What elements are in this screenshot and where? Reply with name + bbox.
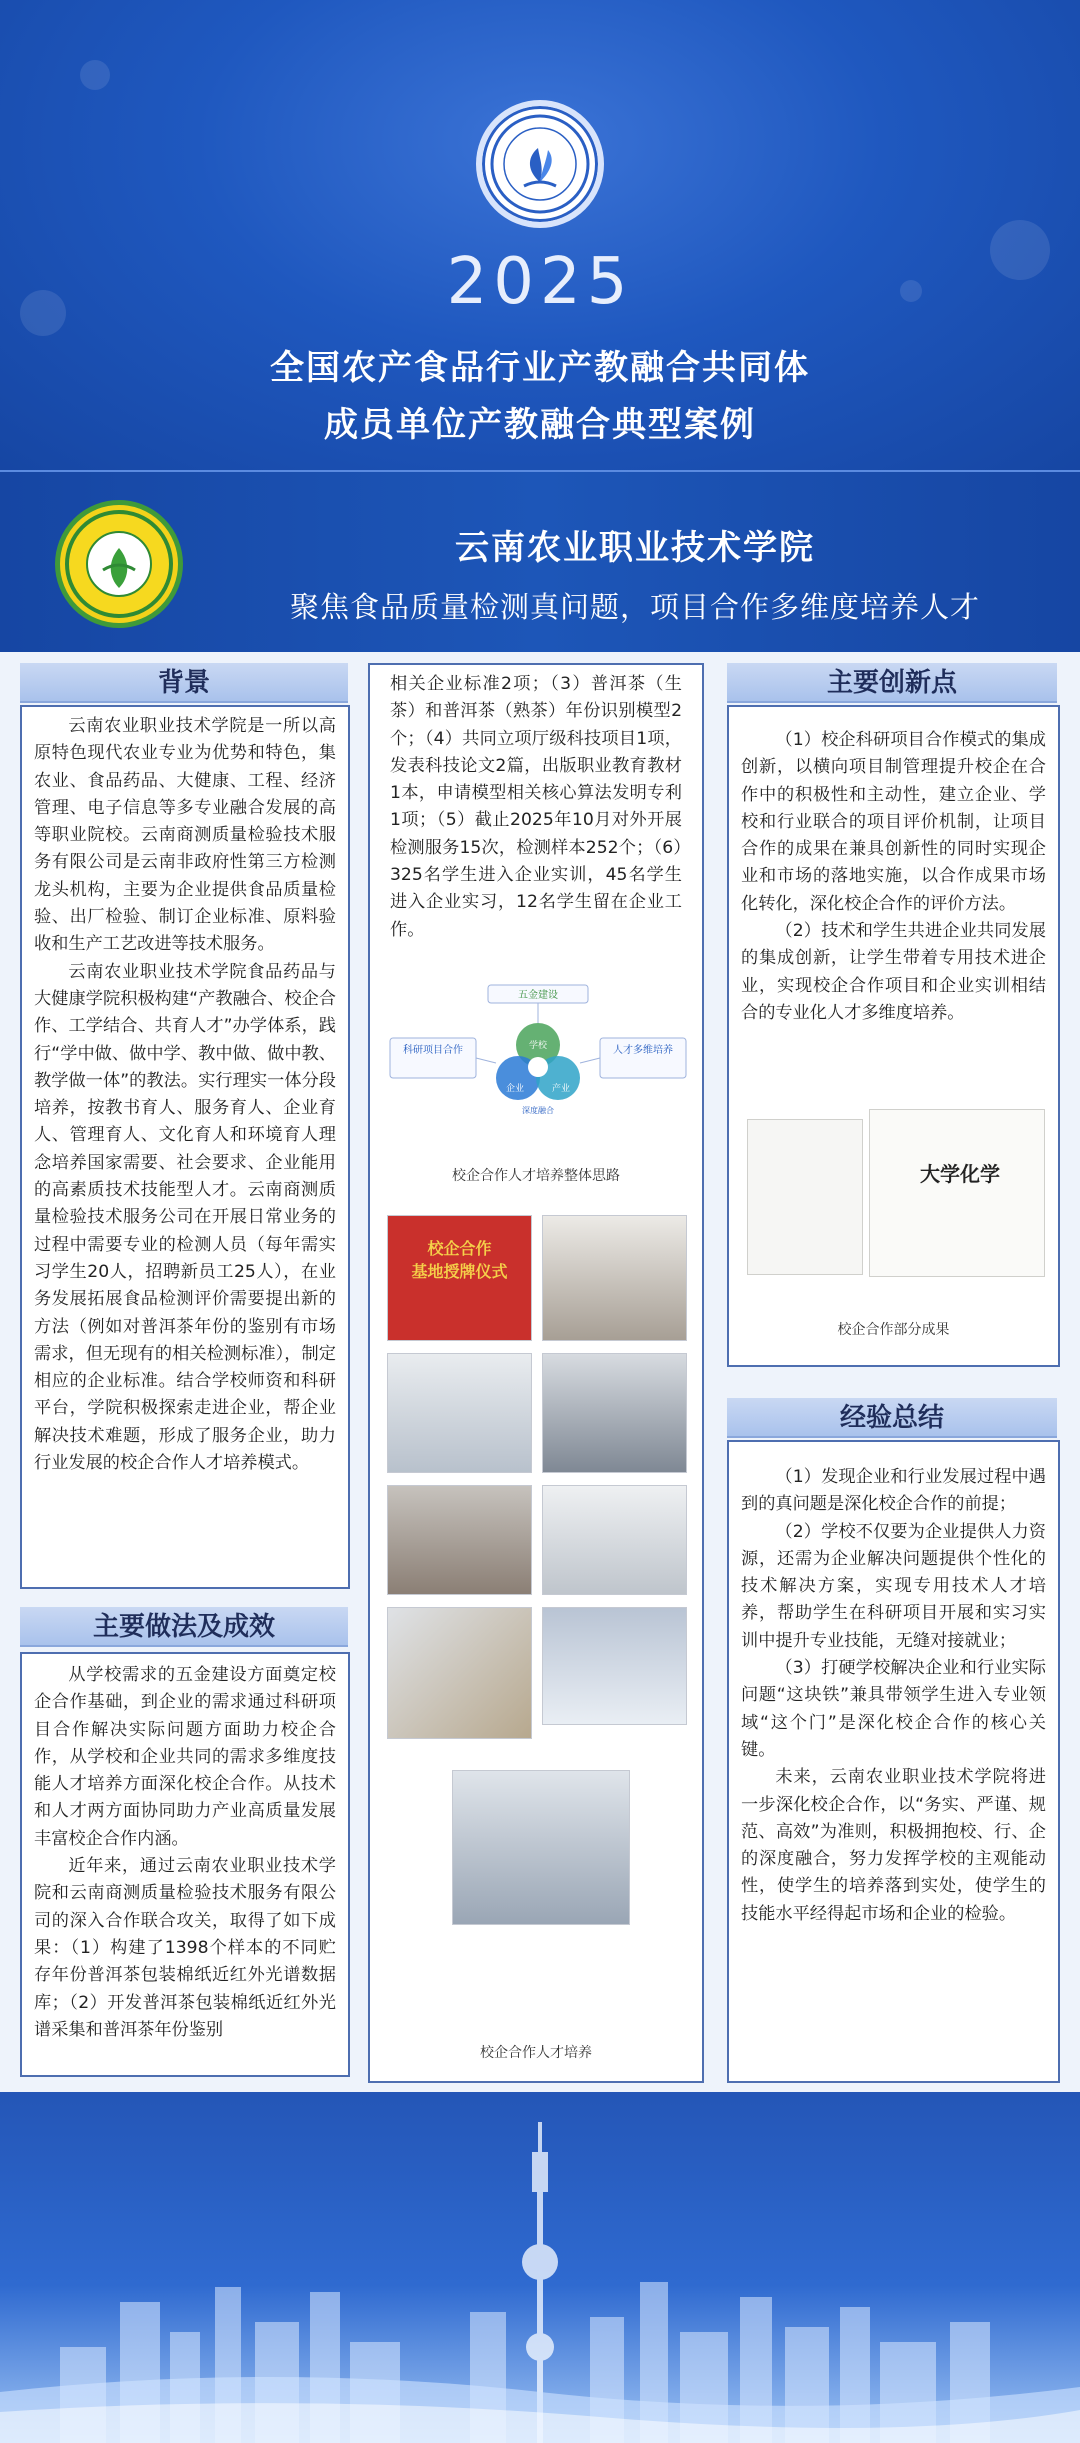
footer-skyline (0, 2092, 1080, 2443)
diagram-node-industry: 产业 (551, 1084, 570, 1094)
summary-paragraph: 未来，云南农业职业技术学院将进一步深化校企合作，以“务实、严谨、规范、高效”为准则，积极拥抱校、行、企的深度融合，努力发挥学校的主观能动性，使学生的培养落到实处，使学生的技能水平经得起市场和企业的检验。 (741, 1767, 1046, 1924)
diagram-right-label: 人才多维培养 (613, 1045, 673, 1056)
section-title-methods: 主要做法及成效 (20, 1607, 348, 1647)
diagram-caption: 校企合作人才培养整体思路 (452, 1168, 620, 1184)
photo-lab-equipment (542, 1485, 687, 1595)
college-subtitle: 聚焦食品质量检测真问题，项目合作多维度培养人才 (289, 590, 980, 624)
background-paragraph: 云南农业职业技术学院食品药品与大健康学院积极构建“产教融合、校企合作、工学结合、共育人才”办学体系，践行“学中做、做中学、教中做、做中教、教学做一体”的教法。实行理实一体分段培养，按教书育人、服务育人、企业育人、管理育人、文化育人和环境育人理念培养国家需要、社会要求、企业能用的高素质技术技能型人才。云南商测质量检验技术服务公司在开展日常业务的过程中需要专业的检测人员（每年需实习学生20人，招聘新员工25人），在业务发展拓展食品检测评价需要提出新的方法（例如对普洱茶年份的鉴别有市场需求，但无现有的相关检测标准），制定相应的企业标准。结合学校师资和科研平台，学院积极探索走进企业，帮企业解决技术难题，形成了服务企业，助力行业发展的校企合作人才培养模式。 (34, 961, 336, 1474)
book-title: 大学化学 (920, 1162, 1000, 1186)
result-document-right (869, 1109, 1045, 1277)
photo-lab-visit (542, 1353, 687, 1473)
training-diagram (388, 983, 688, 1133)
hero-banner (0, 0, 1080, 470)
middle-paragraph: 相关企业标准2项；（3）普洱茶（生茶）和普洱茶（熟茶）年份识别模型2个；（4）共同立项厅级科技项目1项，发表科技论文2篇，出版职业教育教材1本，申请模型相关核心算法发明专利1项；（5）截止2025年10月对外开展检测服务15次，检测样本252个；（6）325名学生进入企业实训，45名学生进入企业实习，12名学生留在企业工作。 (390, 674, 682, 940)
innovation-box (727, 705, 1060, 1367)
summary-paragraph: （3）打硬学校解决企业和行业实际问题“这块铁”兼具带领学生进入专业领域“这个门”是深化校企合作的核心关键。 (741, 1658, 1046, 1760)
photo-lecture-hall (542, 1215, 687, 1341)
innovation-text (729, 707, 1058, 1027)
methods-paragraph: 近年来，通过云南农业职业技术学院和云南商测质量检验技术服务有限公司的深入合作联合攻关，取得了如下成果：（1）构建了1398个样本的不同贮存年份普洱茶包装棉纸近红外光谱数据库；（2）开发普洱茶包装棉纸近红外光谱采集和普洱茶年份鉴别 (34, 1856, 336, 2040)
results-caption: 校企合作部分成果 (837, 1322, 950, 1338)
diagram-node-school: 学校 (528, 1041, 547, 1051)
photo-lab-training (387, 1353, 532, 1473)
diagram-node-enterprise: 企业 (505, 1084, 524, 1094)
page-title-line2: 成员单位产教融合典型案例 (324, 405, 756, 445)
background-paragraph: 云南农业职业技术学院是一所以高原特色现代农业专业为优势和特色，集农业、食品药品、大健康、工程、经济管理、电子信息等多专业融合发展的高等职业院校。云南商测质量检验技术服务有限公司是云南非政府性第三方检测龙头机构，主要为企业提供食品质量检验、出厂检验、制订企业标准、原料验收和生产工艺改进等技术服务。 (34, 716, 336, 955)
summary-paragraph: （2）学校不仅要为企业提供人力资源，还需为企业解决问题提供个性化的技术解决方案，实现专用技术人才培养，帮助学生在科研项目开展和实习实训中提升专业技能，无缝对接就业； (741, 1521, 1046, 1651)
college-logo-icon (55, 500, 183, 628)
innovation-paragraph: （1）校企科研项目合作模式的集成创新，以横向项目制管理提升校企在合作中的积极性和主动性，建立企业、学校和行业联合的项目评价机制，让项目合作的成果在兼具创新性的同时实现企业和市场的落地实施，以合作成果市场化转化，深化校企合作的评价方法。 (741, 730, 1046, 914)
section-title-background: 背景 (20, 663, 348, 703)
background-box (20, 705, 350, 1589)
photo-students-group (542, 1607, 687, 1725)
diagram-top-label: 五金建设 (518, 990, 558, 1001)
photo-banner-text: 校企合作 基地授牌仪式 (411, 1239, 508, 1281)
methods-box (20, 1652, 350, 2077)
photo-instrument (387, 1607, 532, 1739)
college-name: 云南农业职业技术学院 (455, 528, 815, 568)
photo-students-lab (452, 1770, 630, 1925)
section-title-innovation: 主要创新点 (727, 663, 1057, 703)
photo-group-lab (387, 1485, 532, 1595)
year-label: 2025 (446, 245, 634, 319)
middle-box (368, 663, 704, 2083)
diagram-left-label: 科研项目合作 (403, 1045, 463, 1056)
innovation-paragraph: （2）技术和学生共进企业共同发展的集成创新，让学生带着专用技术进企业，实现校企合作项目和企业实训相结合的专业化人才多维度培养。 (741, 921, 1046, 1023)
decor-bubble (80, 60, 110, 90)
summary-box (727, 1440, 1060, 2083)
page-title-line1: 全国农产食品行业产教融合共同体 (270, 348, 810, 388)
community-logo-icon (476, 100, 604, 228)
photo-ceremony-banner (387, 1215, 532, 1341)
methods-paragraph: 从学校需求的五金建设方面奠定校企合作基础，到企业的需求通过科研项目合作解决实际问题方面助力校企合作，从学校和企业共同的需求多维度技能人才培养方面深化校企合作。从技术和人才两方面协同助力产业高质量发展丰富校企合作内涵。 (34, 1665, 336, 1849)
section-title-summary: 经验总结 (727, 1398, 1057, 1438)
result-document-left (747, 1119, 863, 1275)
photos-caption: 校企合作人才培养 (480, 2045, 592, 2061)
summary-paragraph: （1）发现企业和行业发展过程中遇到的真问题是深化校企合作的前提； (741, 1467, 1046, 1515)
diagram-center-label: 深度融合 (522, 1106, 554, 1115)
